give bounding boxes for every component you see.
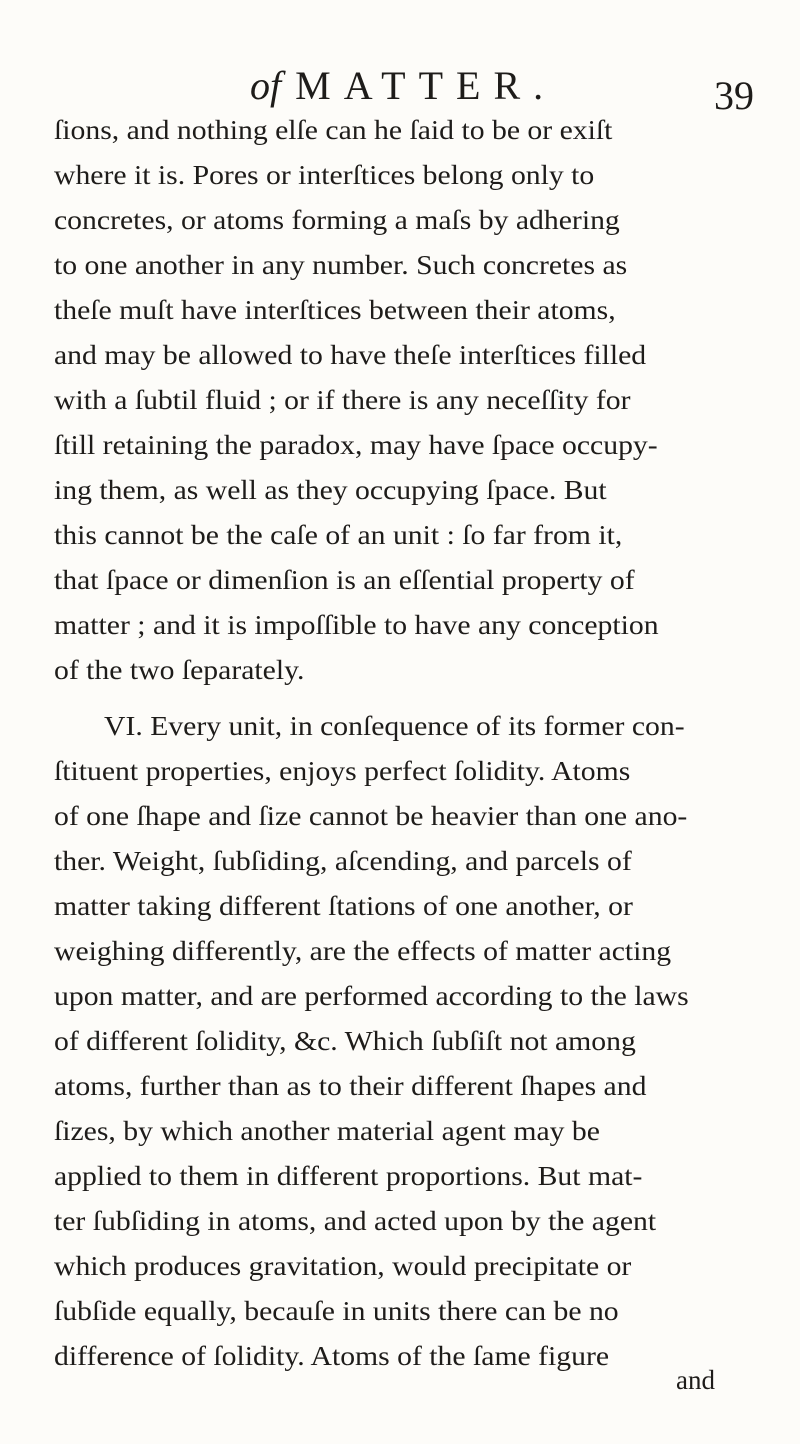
- text-line: atoms, further than as to their different ſhapes and: [54, 1071, 647, 1101]
- text-line: ſizes, by which another material agent may be: [54, 1116, 600, 1146]
- catchword: and: [676, 1365, 715, 1395]
- text-line: to one another in any number. Such concretes as: [54, 250, 628, 280]
- page-number: 39: [714, 73, 754, 118]
- text-line: matter ; and it is impoſſible to have any conception: [54, 610, 659, 640]
- text-line: and may be allowed to have theſe interſtices filled: [54, 340, 647, 370]
- text-line: of one ſhape and ſize cannot be heavier than one ano-: [54, 801, 688, 831]
- running-head-title: MATTER.: [295, 63, 557, 108]
- text-line: of different ſolidity, &c. Which ſubſiſt not among: [54, 1026, 636, 1056]
- text-line: ter ſubſiding in atoms, and acted upon by the agent: [54, 1206, 657, 1236]
- text-line: concretes, or atoms forming a maſs by adhering: [54, 205, 620, 235]
- text-line: ther. Weight, ſubſiding, aſcending, and parcels of: [54, 846, 632, 876]
- text-line: difference of ſolidity. Atoms of the ſame figure: [54, 1341, 610, 1371]
- text-line: ſubſide equally, becauſe in units there can be no: [54, 1296, 619, 1326]
- text-line: upon matter, and are performed according to the laws: [54, 981, 689, 1011]
- text-line: where it is. Pores or interſtices belong only to: [54, 160, 595, 190]
- text-line: this cannot be the caſe of an unit : ſo far from it,: [54, 520, 623, 550]
- running-head: [250, 62, 556, 109]
- text-line: ſtituent properties, enjoys perfect ſolidity. Atoms: [54, 756, 631, 786]
- text-line: ſions, and nothing elſe can he ſaid to be or exiſt: [54, 115, 613, 145]
- text-line: ing them, as well as they occupying ſpace. But: [54, 475, 607, 505]
- text-line: which produces gravitation, would precipitate or: [54, 1251, 632, 1281]
- text-line: ſtill retaining the paradox, may have ſpace occupy-: [54, 430, 658, 460]
- text-line: weighing differently, are the effects of matter acting: [54, 936, 672, 966]
- text-line: theſe muſt have interſtices between their atoms,: [54, 295, 616, 325]
- text-line: matter taking different ſtations of one another, or: [54, 891, 633, 921]
- text-line: applied to them in different proportions. But mat-: [54, 1161, 643, 1191]
- running-head-prefix: of: [250, 63, 282, 108]
- text-line: with a ſubtil fluid ; or if there is any neceſſity for: [54, 385, 631, 415]
- text-line: VI. Every unit, in conſequence of its former con-: [104, 711, 685, 741]
- text-line: that ſpace or dimenſion is an eſſential property of: [54, 565, 635, 595]
- text-line: of the two ſeparately.: [54, 655, 305, 685]
